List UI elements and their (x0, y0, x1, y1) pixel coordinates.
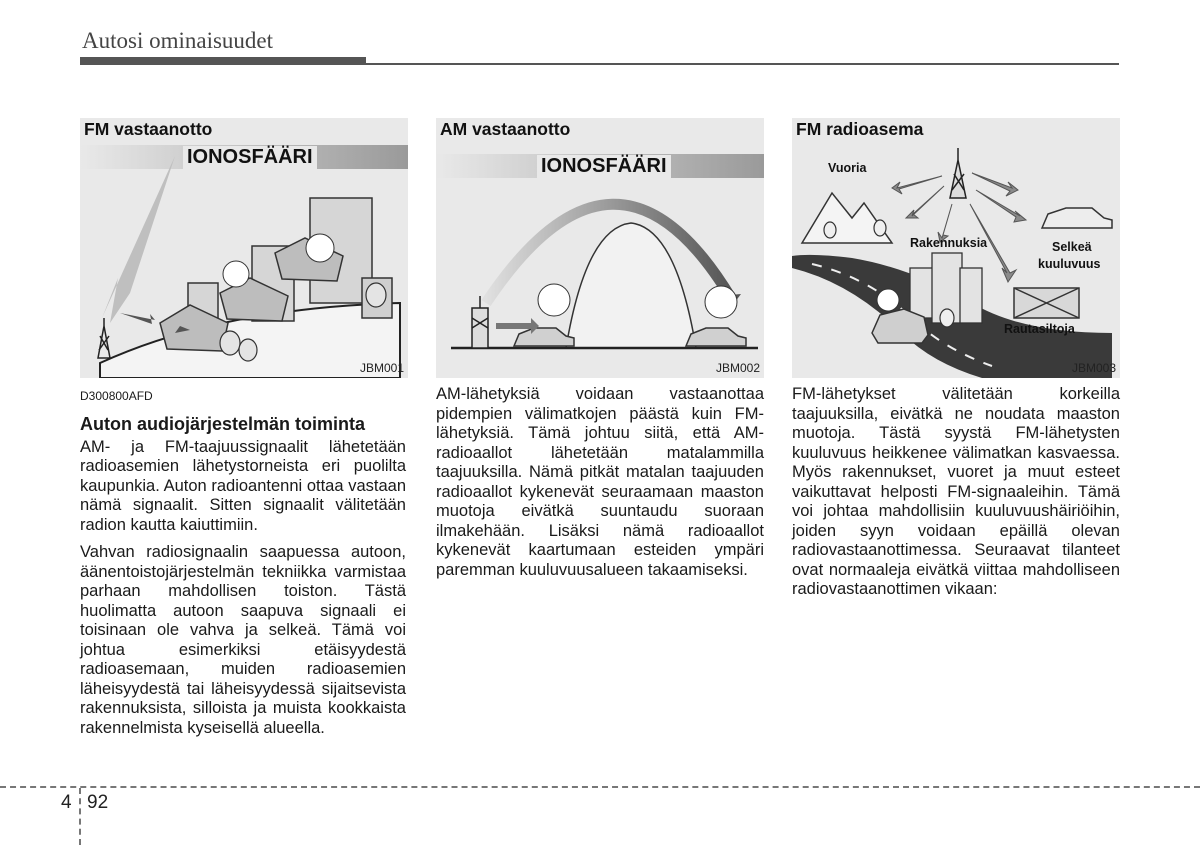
label-clear-line1: Selkeä (1052, 240, 1092, 254)
label-mountains: Vuoria (828, 161, 867, 175)
figure-title: AM vastaanotto (440, 119, 571, 139)
label-buildings: Rakennuksia (910, 236, 988, 250)
middle-column (436, 385, 764, 588)
footer-divider (79, 788, 81, 845)
section-code: D300800AFD (80, 389, 153, 403)
paragraph: FM-lähetykset välitetään korkeilla taajuuksilla, eivätkä ne noudata maaston muotoja. Tästä syystä FM-lähetysten kuuluvuus heikkenee välimatkan kasvaessa. Myös rakennukset, vuoret ja muut esteet vaikuttavat helposti FM-signaaleihin. Tämä voi johtaa mahdollisiin kuuluvuushäiriöihin, joiden syyn voidaan epäillä olevan radiovastaanottimessa. Seuraavat tilanteet ovat normaaleja eivätkä viittaa mahdolliseen radiovastaanottimen vikaan: (792, 385, 1120, 598)
car-clear (1042, 208, 1112, 228)
paragraph: AM-lähetyksiä voidaan vastaanottaa pidempien välimatkojen päästä kuin FM-lähetyksiä. Tämä johtuu siitä, että AM-radioaallot lähetetään matalammilla taajuuksilla. Nämä pitkät matalan taajuuden radioaallot kykenevät seuraamaan maaston muotoja eivätkä suuntaudu suoraan ilmakehään. Lisäksi nämä radioaallot kykenevät kaartumaan esteiden ympäri paremman kuuluvuusalueen takaamiseksi. (436, 385, 764, 579)
left-column (80, 387, 406, 746)
bubble-question (223, 261, 249, 287)
paragraph: AM- ja FM-taajuussignaalit lähetetään radioasemien lähetystorneista eri puolilta kaupunkia. Auton radioantenni ottaa vastaan nämä signaalit. Sitten signaalit välitetään radion kautta kaiuttimiin. (80, 437, 406, 534)
figure-title: FM vastaanotto (84, 119, 213, 139)
figure-code: JBM001 (359, 361, 404, 375)
bubble-clear-signal (705, 286, 737, 318)
label-bridges: Rautasiltoja (1004, 322, 1075, 336)
bubble-clear-signal (538, 284, 570, 316)
iron-bridge (1014, 288, 1079, 318)
bubble-noise (306, 234, 334, 262)
bubble-question (877, 289, 899, 311)
page-number: 92 (87, 792, 109, 813)
paragraph: Vahvan radiosignaalin saapuessa autoon, äänentoistojärjestelmän tekniikka varmistaa parhaan mahdollisen toiston. Tästä huolimatta autoon saapuva signaali ei toisinaan ole vahva ja selkeä. Tämä voi johtua esimerkiksi etäisyydestä radioasemaan, muiden radioasemien läheisyydestä tai läheisyydessä sijaitsevista rakennuksista, silloista ja muista kookkaista rakennelmista kyseisellä alueella. (80, 543, 406, 737)
radio-tower (98, 318, 110, 358)
section-heading: Auton audiojärjestelmän toiminta (80, 413, 366, 434)
radio-tower (472, 296, 488, 348)
mountain (566, 223, 696, 348)
footer-rule (0, 786, 1200, 788)
page-header-title: Autosi ominaisuudet (82, 28, 274, 53)
label-clear-line2: kuuluvuus (1038, 257, 1101, 271)
header-rule-thick (80, 57, 366, 65)
figure-fm-station (792, 118, 1120, 378)
chapter-number: 4 (61, 792, 72, 813)
header-rule-thin (366, 63, 1119, 65)
figure-code: JBM003 (1071, 361, 1116, 375)
figure-title: FM radioasema (796, 119, 924, 139)
figure-am-reception (436, 118, 764, 378)
ground-wave-arrow (496, 318, 539, 334)
signal-bolt (102, 156, 175, 323)
figure-fm-reception (80, 118, 408, 378)
ionosphere-label: IONOSFÄÄRI (183, 146, 317, 169)
right-column (792, 385, 1120, 608)
ionosphere-label: IONOSFÄÄRI (537, 155, 671, 178)
figure-code: JBM002 (715, 361, 760, 375)
radio-tower (950, 148, 966, 198)
